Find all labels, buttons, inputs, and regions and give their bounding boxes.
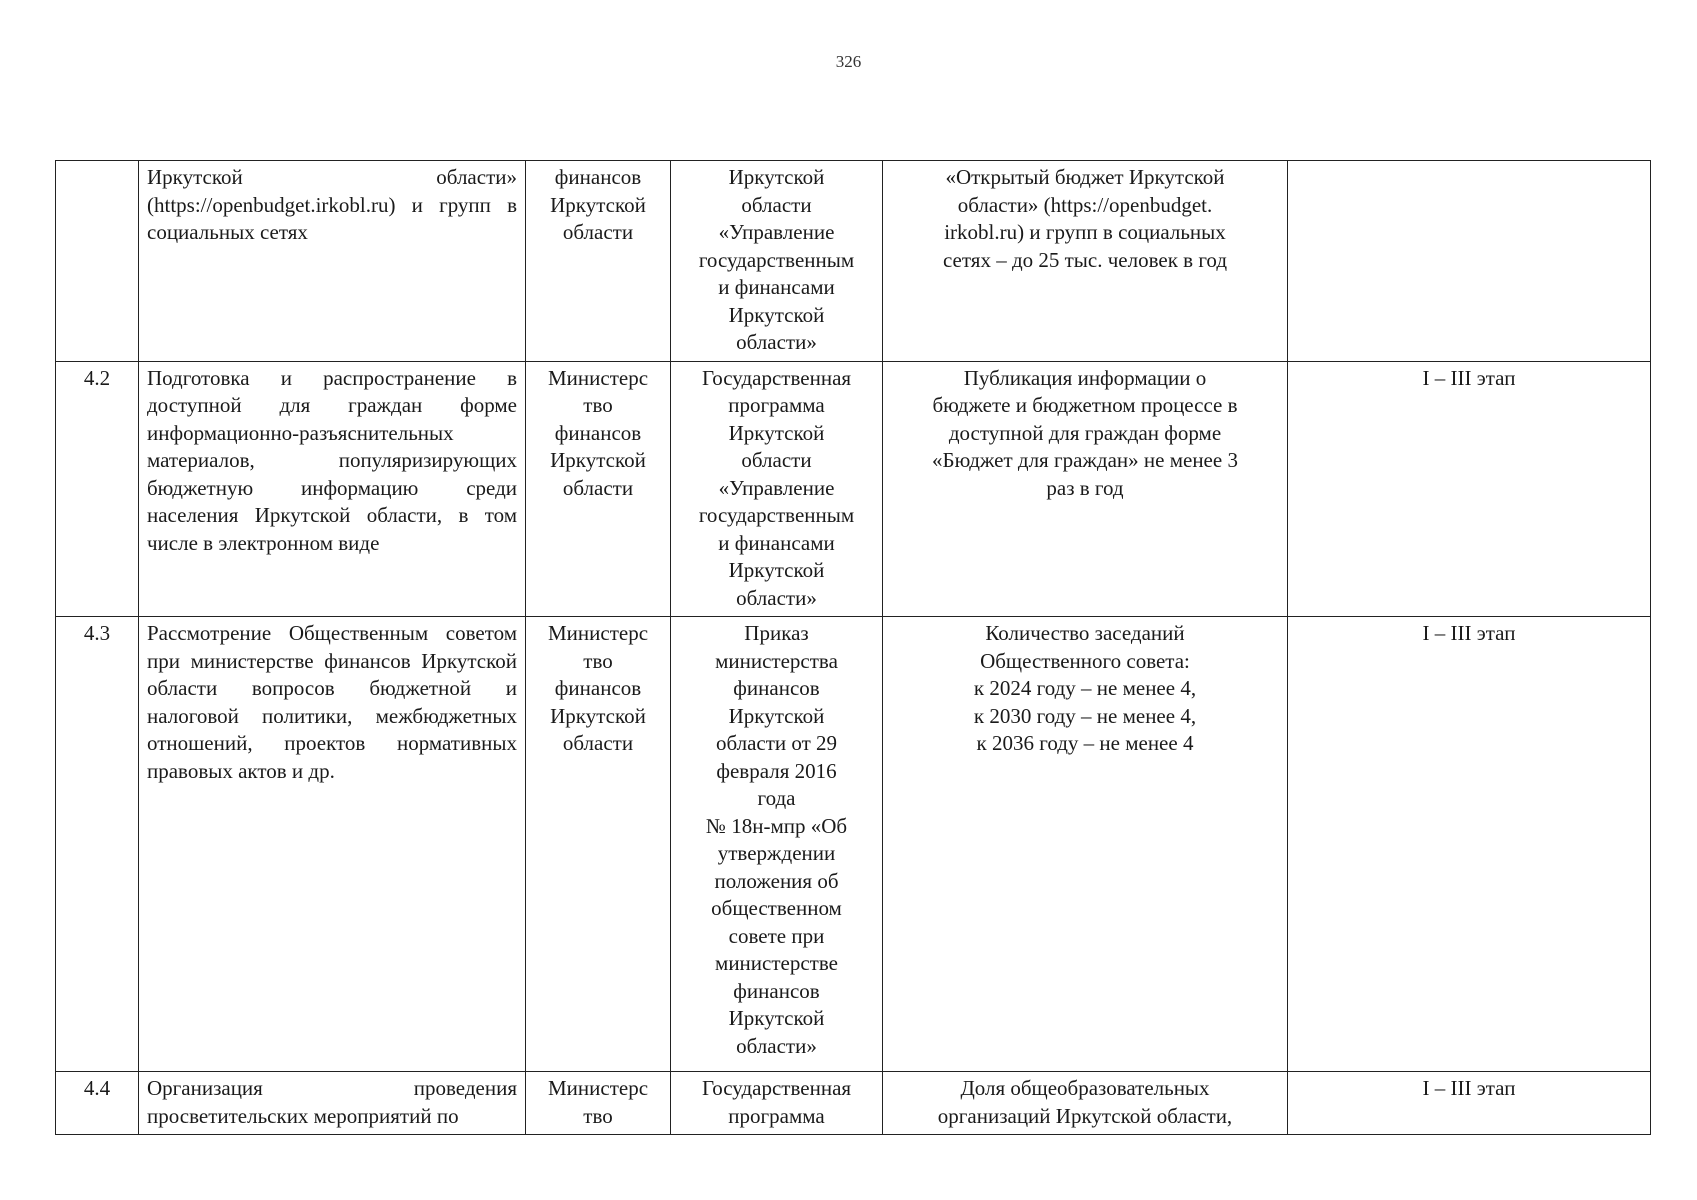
implementation-stage: I – III этап [1288,617,1651,1072]
row-number: 4.2 [56,361,139,617]
table-row [56,161,1651,362]
legal-basis: Приказ министерства финансов Иркутской области от 29 февраля 2016 года № 18н-мпр «Об утверждении положения об общественном совете при министерстве финансов Иркутской области» [671,617,883,1072]
legal-basis: Иркутской области «Управление государственным и финансами Иркутской области» [671,161,883,362]
implementation-stage: I – III этап [1288,361,1651,617]
page-number: 326 [835,52,862,71]
table-row [56,617,1651,1072]
target-indicator: Количество заседаний Общественного совета: к 2024 году – не менее 4, к 2030 году – не менее 4, к 2036 году – не менее 4 [883,617,1288,1072]
legal-basis: Государственная программа [671,1072,883,1135]
target-indicator: Доля общеобразовательных организаций Иркутской области, [883,1072,1288,1135]
measure-name: Рассмотрение Общественным советом при министерстве финансов Иркутской области вопросов бюджетной и налоговой политики, межбюджетных отношений, проектов нормативных правовых актов и др. [139,617,526,1072]
implementation-stage: I – III этап [1288,1072,1651,1135]
table-row [56,1072,1651,1135]
table-row [56,361,1651,617]
row-number [56,161,139,362]
row-number: 4.3 [56,617,139,1072]
responsible-executor: Министерс тво [526,1072,671,1135]
implementation-stage [1288,161,1651,362]
row-number: 4.4 [56,1072,139,1135]
measure-name: Организация проведения просветительских мероприятий по [139,1072,526,1135]
responsible-executor: Министерс тво финансов Иркутской области [526,361,671,617]
measures-table [55,160,1651,1135]
legal-basis: Государственная программа Иркутской области «Управление государственным и финансами Иркутской области» [671,361,883,617]
responsible-executor: финансов Иркутской области [526,161,671,362]
responsible-executor: Министерс тво финансов Иркутской области [526,617,671,1072]
measure-name: Подготовка и распространение в доступной для граждан форме информационно-разъяснительных материалов, популяризирующих бюджетную информацию среди населения Иркутской области, в том числе в электронном виде [139,361,526,617]
target-indicator: Публикация информации о бюджете и бюджетном процессе в доступной для граждан форме «Бюджет для граждан» не менее 3 раз в год [883,361,1288,617]
target-indicator: «Открытый бюджет Иркутской области» (https://openbudget. irkobl.ru) и групп в социальных сетях – до 25 тыс. человек в год [883,161,1288,362]
measure-name: Иркутской области» (https://openbudget.irkobl.ru) и групп в социальных сетях [139,161,526,362]
